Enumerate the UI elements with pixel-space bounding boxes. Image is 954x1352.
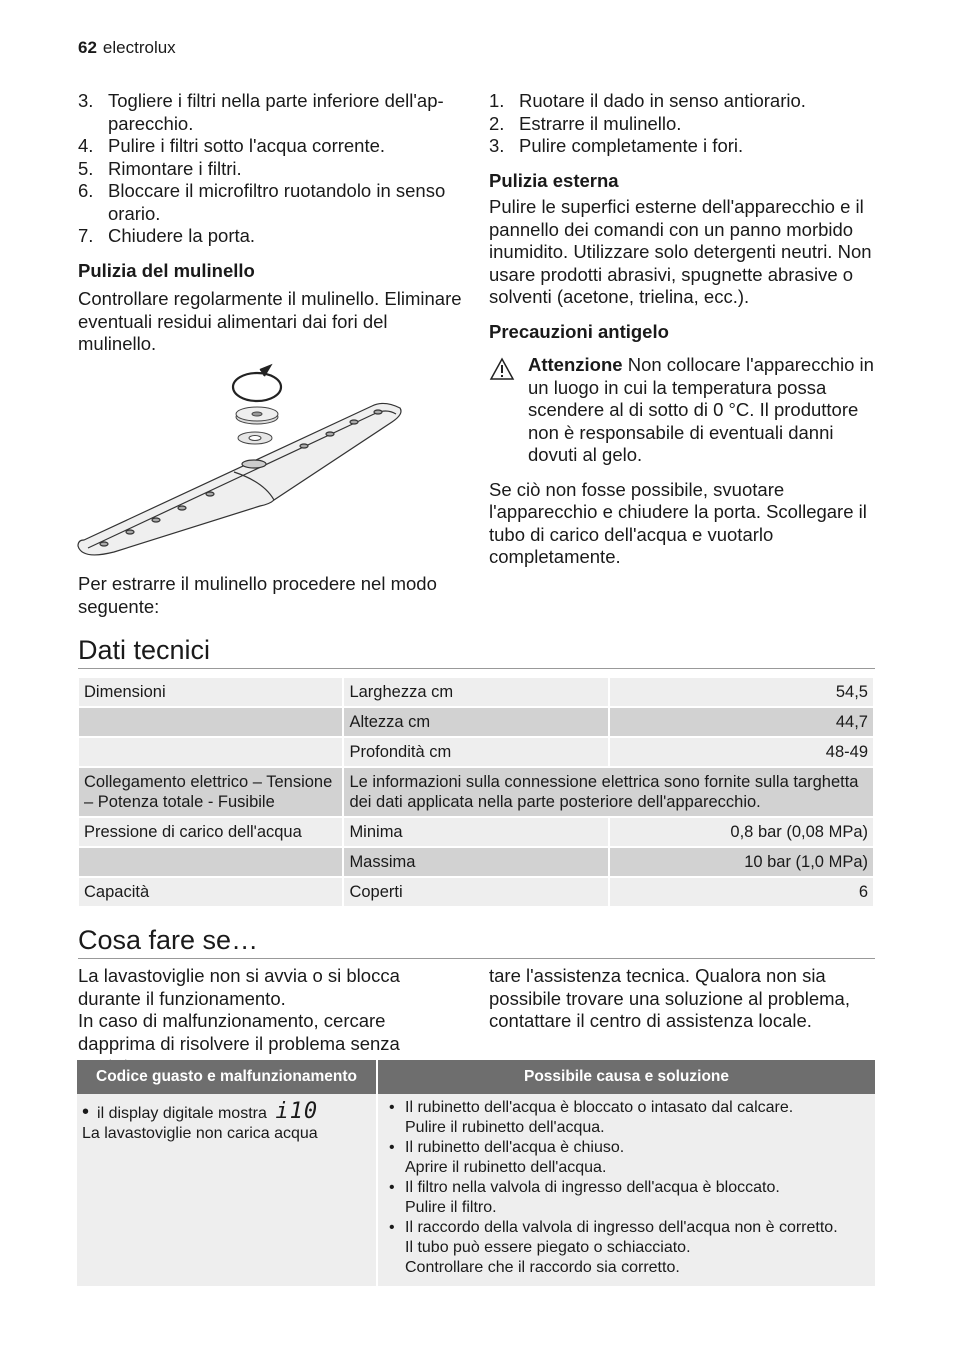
column-header-fault-code: Codice guasto e malfunzionamento: [77, 1060, 377, 1094]
spray-arm-illustration: [74, 362, 408, 558]
troubleshoot-intro-right: [489, 965, 879, 1033]
table-row: Profondità cm 48-49: [79, 738, 873, 766]
left-steps-list: [78, 90, 466, 248]
divider: [78, 668, 875, 669]
spray-arm-icon: [78, 403, 401, 554]
list-item: 3. Togliere i filtri nella parte inferiore dell'ap-parecchio.: [78, 90, 444, 134]
paragraph: Pulire le superfici esterne dell'apparecchio e il pannello dei comandi con un panno morbido inumidito. Utilizzare solo detergenti neutri. Non usare prodotti abrasivi, spugnette abrasive o solventi (acetone, trielina, ecc.).: [489, 196, 872, 307]
divider: [78, 958, 875, 959]
warning-text: Non collocare l'apparecchio in un luogo in cui la temperatura possa scendere al di sotto di 0 °C. Il produttore non è responsabile di eventuali danni dovuti al gelo.: [528, 354, 874, 465]
paragraph: In caso di malfunzionamento, cercare dapprima di risolvere il problema senza: [78, 1010, 400, 1054]
list-item: • Il raccordo della valvola di ingresso dell'acqua non è corretto. Il tubo può essere piegato o schiacciato. Controllare che il raccordo sia corretto.: [387, 1218, 870, 1278]
section-heading-antigelo: Precauzioni antigelo: [489, 320, 669, 342]
fault-description: La lavastoviglie non carica acqua: [82, 1125, 318, 1142]
table-row: [77, 1094, 875, 1286]
table-row: Capacità Coperti 6: [79, 878, 873, 906]
section-heading-mulinello: Pulizia del mulinello: [78, 259, 255, 281]
nut-icon: [236, 407, 278, 424]
list-item: 5. Rimontare i filtri.: [78, 157, 242, 179]
section-title-cosa-fare: Cosa fare se…: [78, 925, 259, 955]
warning-title: Attenzione: [528, 354, 623, 375]
page-number: 62: [78, 38, 97, 57]
list-item: 2. Estrarre il mulinello.: [489, 112, 682, 134]
table-row: Dimensioni Larghezza cm 54,5: [79, 678, 873, 706]
table-row: Massima 10 bar (1,0 MPa): [79, 848, 873, 876]
fault-cell: [77, 1094, 377, 1286]
table-header-row: [77, 1060, 875, 1094]
list-item: • Il rubinetto dell'acqua è chiuso. Aprire il rubinetto dell'acqua.: [387, 1138, 870, 1178]
cause-cell: [377, 1094, 875, 1286]
section-heading-pulizia-esterna: Pulizia esterna: [489, 169, 619, 191]
list-item: 6. Bloccare il microfiltro ruotandolo in senso orario.: [78, 180, 446, 224]
warning-box: [489, 354, 879, 467]
page-header: [78, 38, 176, 58]
section-title-dati-tecnici: Dati tecnici: [78, 635, 211, 665]
list-item: • Il rubinetto dell'acqua è bloccato o intasato dal calcare. Pulire il rubinetto dell'acqua.: [387, 1098, 870, 1138]
brand-name: electrolux: [102, 38, 176, 57]
right-steps-list: [489, 90, 879, 158]
table-row: Pressione di carico dell'acqua Minima 0,8 bar (0,08 MPa): [79, 818, 873, 846]
list-item: 7. Chiudere la porta.: [78, 225, 256, 246]
warning-triangle-icon: [489, 357, 515, 381]
cause-list: [387, 1098, 870, 1278]
list-item: 1. Ruotare il dado in senso antiorario.: [489, 90, 806, 111]
bullet-icon: •: [82, 1101, 90, 1123]
left-column: [78, 90, 466, 356]
list-item: 4. Pulire i filtri sotto l'acqua corrente.: [78, 135, 386, 156]
paragraph: La lavastoviglie non si avvia o si blocca durante il funzionamento.: [78, 965, 400, 1009]
list-item: • Il filtro nella valvola di ingresso dell'acqua è bloccato. Pulire il filtro.: [387, 1178, 870, 1218]
list-item: 3. Pulire completamente i fori.: [489, 135, 744, 156]
paragraph: Se ciò non fosse possibile, svuotare l'apparecchio e chiudere la porta. Scollegare il tubo di carico dell'acqua e vuotarlo completamente.: [489, 478, 867, 567]
rotate-arrow-icon: [233, 366, 281, 401]
column-header-cause: Possibile causa e soluzione: [377, 1060, 875, 1094]
fault-display-text: il display digitale mostra: [97, 1105, 267, 1122]
table-row: Collegamento elettrico – Tensione – Potenza totale - Fusibile Le informazioni sulla connessione elettrica sono fornite sulla targhetta dei dati applicata nella parte posteriore dell'apparecchio.: [79, 768, 873, 816]
table-row: Altezza cm 44,7: [79, 708, 873, 736]
fault-code-display: i10: [275, 1099, 319, 1124]
fault-table: [77, 1060, 875, 1286]
paragraph-extract: Per estrarre il mulinello procedere nel modo seguente:: [78, 573, 437, 617]
paragraph: Controllare regolarmente il mulinello. Eliminare eventuali residui alimentari dai fori del mulinello.: [78, 288, 462, 354]
washer-icon: [238, 432, 272, 444]
right-column: [489, 90, 879, 569]
paragraph: tare l'assistenza tecnica. Qualora non sia possibile trovare una soluzione al problema, contattare il centro di assistenza locale.: [489, 965, 850, 1031]
tech-data-table: [77, 676, 875, 908]
